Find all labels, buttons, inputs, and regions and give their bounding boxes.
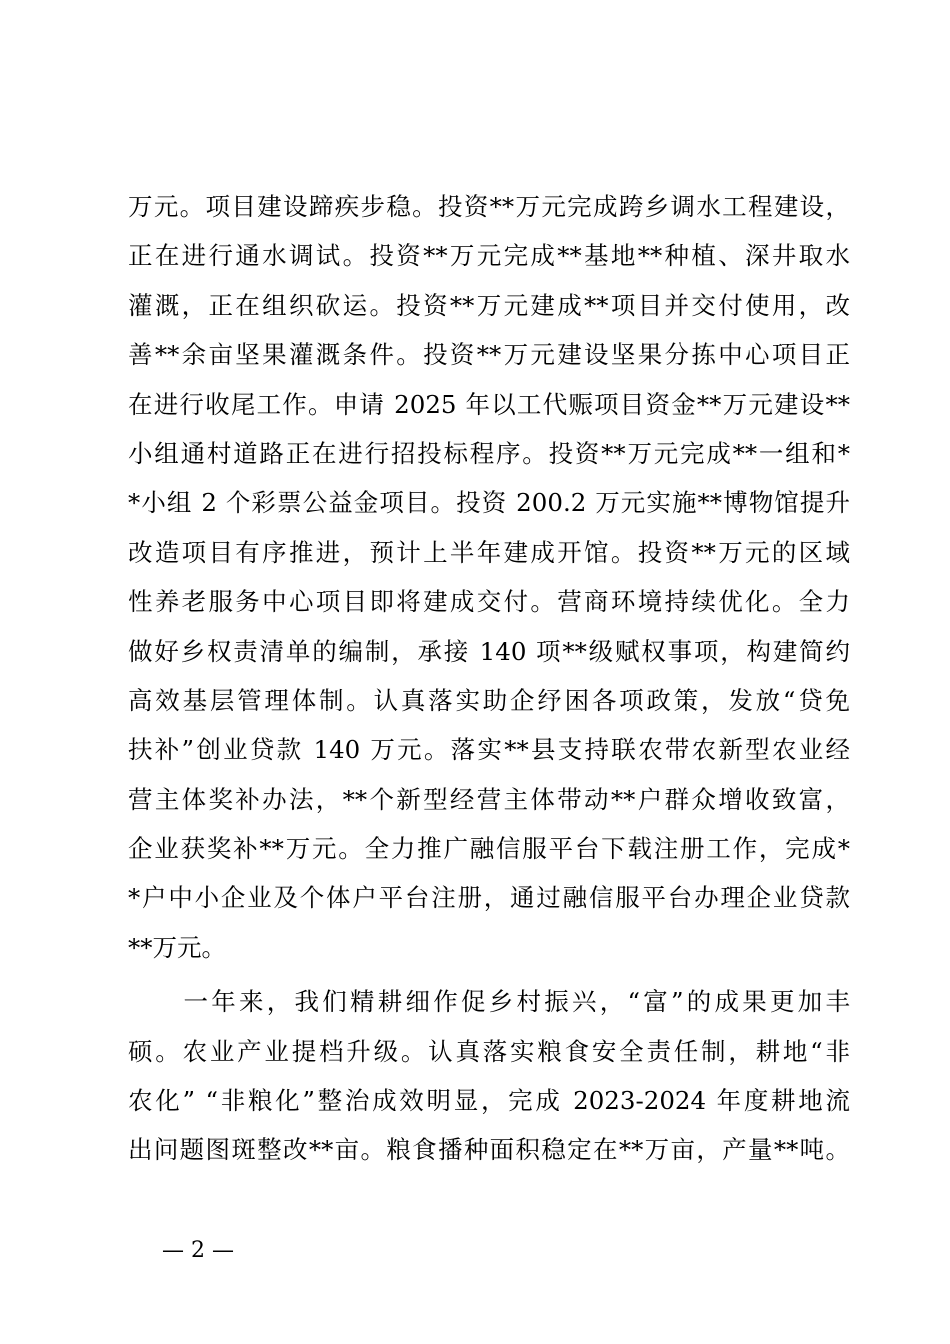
text-line: 做好乡权责清单的编制，承接 140 项**级赋权事项，构建简约 (128, 636, 850, 666)
text-line: 硕。农业产业提档升级。认真落实粮食安全责任制，耕地“非 (128, 1036, 850, 1066)
text-line: *户中小企业及个体户平台注册，通过融信服平台办理企业贷款 (128, 883, 850, 913)
text-line: 小组通村道路正在进行招投标程序。投资**万元完成**一组和* (128, 438, 850, 468)
text-line: 善**余亩坚果灌溉条件。投资**万元建设坚果分拣中心项目正 (128, 340, 850, 370)
text-line: 性养老服务中心项目即将建成交付。营商环境持续优化。全力 (128, 587, 850, 617)
text-line: 万元。项目建设蹄疾步稳。投资**万元完成跨乡调水工程建设， (128, 192, 850, 221)
text-line: 正在进行通水调试。投资**万元完成**基地**种植、深井取水 (128, 241, 850, 271)
text-line: 出问题图斑整改**亩。粮食播种面积稳定在**万亩，产量**吨。 (128, 1135, 850, 1165)
text-line: 改造项目有序推进，预计上半年建成开馆。投资**万元的区域 (128, 537, 850, 567)
text-line: 高效基层管理体制。认真落实助企纾困各项政策，发放“贷免 (128, 685, 850, 715)
paragraph-first-line: 一年来，我们精耕细作促乡村振兴，“富”的成果更加丰 (128, 987, 850, 1017)
text-line: 扶补”创业贷款 140 万元。落实**县支持联农带农新型农业经 (128, 735, 850, 765)
text-line: **万元。 (128, 932, 226, 962)
text-line: 企业获奖补**万元。全力推广融信服平台下载注册工作，完成* (128, 834, 850, 864)
text-line: 农化” “非粮化”整治成效明显，完成 2023-2024 年度耕地流 (128, 1086, 850, 1116)
text-line: 灌溉，正在组织砍运。投资**万元建成**项目并交付使用，改 (128, 290, 850, 320)
page-number: — 2 — (162, 1238, 234, 1263)
text-line: *小组 2 个彩票公益金项目。投资 200.2 万元实施**博物馆提升 (128, 488, 850, 518)
body-text (128, 182, 850, 1175)
text-line: 在进行收尾工作。申请 2025 年以工代赈项目资金**万元建设** (128, 389, 850, 419)
text-line: 营主体奖补办法，**个新型经营主体带动**户群众增收致富， (128, 784, 850, 814)
